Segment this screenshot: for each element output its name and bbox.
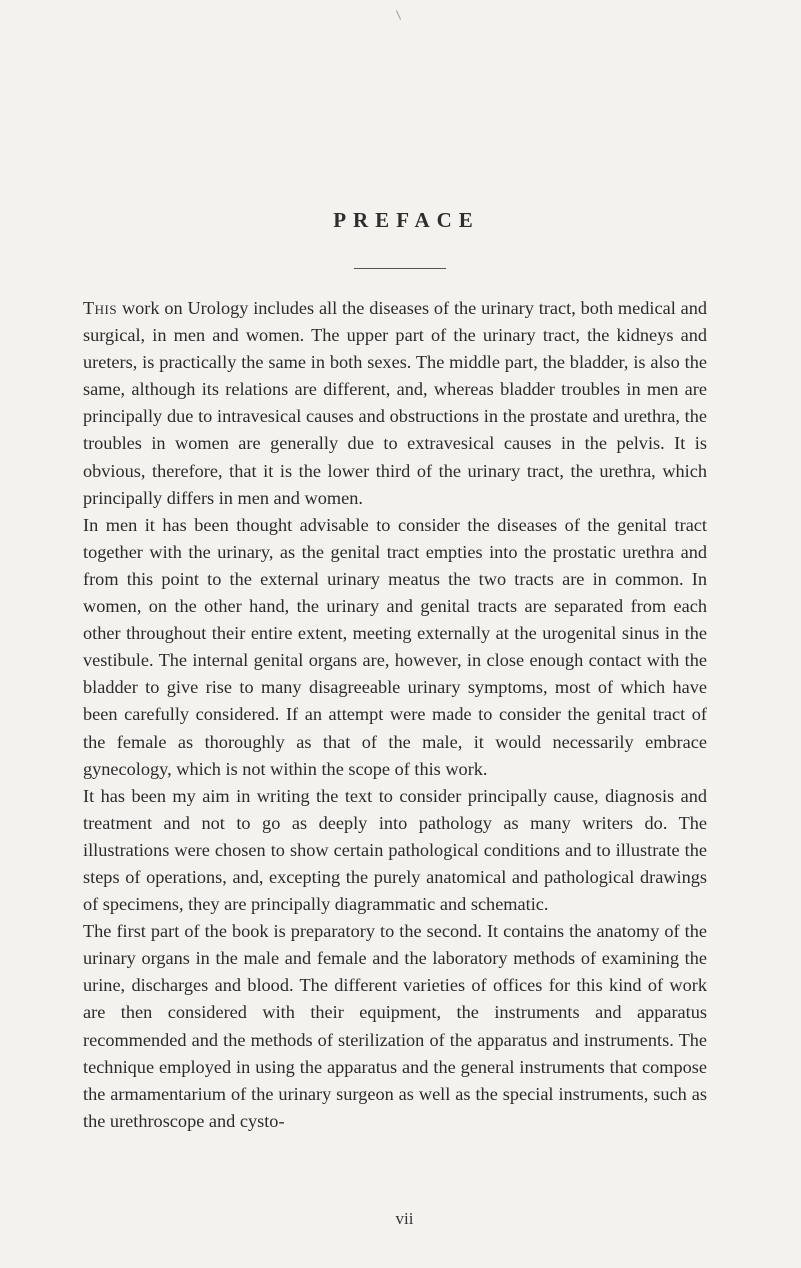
- paragraph-lead-word: This: [83, 298, 118, 318]
- paragraph-text: In men it has been thought advisable to consider the diseases of the genital tract together with the urinary, as the genital tract empties into the prostatic urethra and from this point to the external urinary meatus the two tracts are in common. In women, on the other hand, the urinary and genital tracts are separated from each other throughout their entire extent, meeting externally at the urogenital sinus in the vestibule. The internal genital organs are, however, in close enough contact with the bladder to give rise to many disagreeable urinary symptoms, most of which have been carefully considered. If an attempt were made to consider the genital tract of the female as thoroughly as that of the male, it would necessarily embrace gynecology, which is not within the scope of this work.: [83, 514, 707, 779]
- title-divider: [354, 268, 446, 269]
- preface-body: [83, 295, 707, 1135]
- paragraph-text: work on Urology includes all the diseases of the urinary tract, both medical and surgical, in men and women. The upper part of the urinary tract, the kidneys and ureters, is practically the same in both sexes. The middle part, the bladder, is also the same, although its relations are different, and, whereas bladder troubles in men are principally due to intravesical causes and obstructions in the prostate and urethra, the troubles in women are generally due to extravesical causes in the pelvis. It is obvious, therefore, that it is the lower third of the urinary tract, the urethra, which principally differs in men and women.: [83, 298, 707, 508]
- scan-mark: [396, 10, 401, 19]
- paragraph-3: [83, 783, 707, 918]
- paragraph-text: It has been my aim in writing the text to consider principally cause, diagnosis and treatment and not to go as deeply into pathology as many writers do. The illustrations were chosen to show certain pathological conditions and to illustrate the steps of operations, and, excepting the purely anatomical and pathological drawings of specimens, they are principally diagrammatic and schematic.: [83, 785, 707, 915]
- paragraph-2: [83, 512, 707, 783]
- page-number: vii: [395, 1209, 414, 1228]
- paragraph-1: [83, 295, 707, 512]
- paragraph-4: [83, 918, 707, 1135]
- page-title: PREFACE: [333, 208, 480, 232]
- paragraph-text: The first part of the book is preparatory to the second. It contains the anatomy of the urinary organs in the male and female and the laboratory methods of examining the urine, discharges and blood. The different varieties of offices for this kind of work are then considered with their equipment, the instruments and apparatus recommended and the methods of sterilization of the apparatus and instruments. The technique employed in using the apparatus and the general instruments that compose the armamentarium of the urinary surgeon as well as the special instruments, such as the urethroscope and cysto-: [83, 921, 707, 1131]
